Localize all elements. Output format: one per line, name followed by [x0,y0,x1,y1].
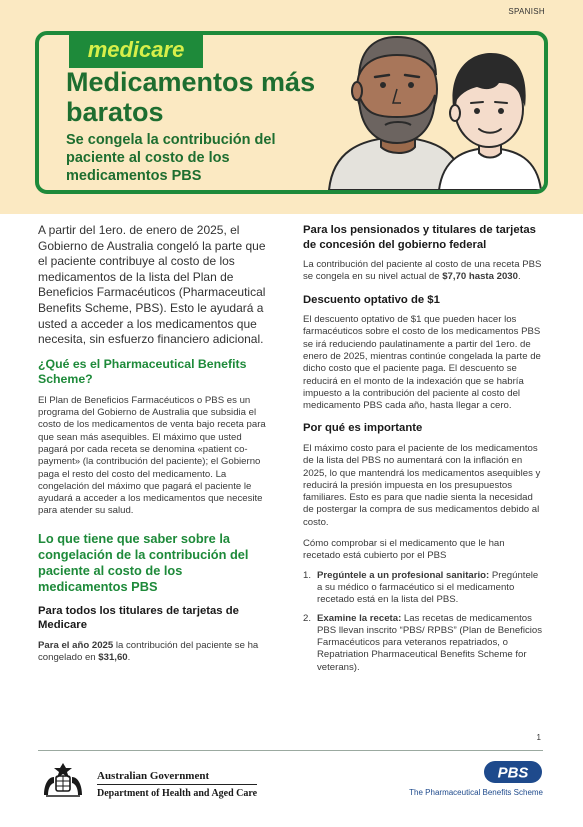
step-title: Pregúntele a un profesional sanitario: [317,569,490,581]
footer-divider [38,750,543,751]
step-title: Examine la receta: [317,612,402,624]
right-column [303,223,543,680]
pbs-tagline: The Pharmaceutical Benefits Scheme [409,788,543,797]
copay-frozen-text: la contribución del paciente se ha congelado en [38,639,259,664]
check-coverage-text: Cómo comprobar si el medicamento que le han recetado está cubierto por el PBS [303,538,505,562]
copay-amount-concession: $7,70 hasta 2030 [442,271,518,283]
discount-heading: Descuento optativo de $1 [303,293,440,306]
discount-paragraph: El descuento optativo de $1 que pueden hacer los farmacéuticos sobre el costo de los medicamentos PBS se irá reduciendo paulatinamente a partir del 1ero. de enero de 2025, mientras continúe congelada la parte de dicho costo que el paciente paga. El descuento se reducirá en el monto de la indexación que se habría impuesto a la contribución del paciente al costo del medicamento PBS cada año, hasta llegar a cero. [303,314,541,412]
step-text: Pregúntele a su médico o farmacéutico si el medicamento recetado está en la lista del PBS. [317,569,539,606]
government-name: Australian Government [97,770,210,782]
period-text: . [517,271,521,283]
importance-heading: Por qué es importante [303,422,423,435]
hero-banner [35,31,548,194]
pbs-heading: ¿Qué es el Pharmaceutical Benefits Scheme? [38,356,247,387]
page-number: 1 [536,733,541,742]
medicare-holders-heading: Para todos los titulares de tarjetas de Medicare [38,604,239,632]
copay-amount-general: $31,60 [98,652,128,664]
step-text: Las recetas de medicamentos PBS llevan inscrito “PBS/ RPBS” (Plan de Beneficios Farmacéuticos para veteranos repatriados, o Repatriation Pharmaceutical Benefits Scheme for veterans). [317,612,543,673]
page-subtitle: Se congela la contribución del paciente al costo de los medicamentos PBS [66,132,276,184]
freeze-heading: Lo que tiene que saber sobre la congelación de la contribución del paciente al costo de los medicamentos PBS [38,530,249,594]
concession-paragraph [303,259,543,284]
coat-of-arms-icon [38,759,88,799]
pbs-logo-text: PBS [497,764,529,782]
list-item [303,570,543,607]
page-title: Medicamentos más baratos [66,67,316,127]
language-label: SPANISH [508,7,545,16]
government-rule [97,784,257,785]
boy-figure [439,53,541,190]
year-2025-text: Para el año 2025 [38,639,114,651]
importance-paragraph: El máximo costo para el paciente de los medicamentos de la lista del PBS no aumentará con la inflación en 2025, lo que mantendrá los medicamentos asequibles y reducirá la presión impuesta en los presupuestos familiares. Esto es para que nadie sienta la necesidad de postergar la compra de sus medicamentos debido al costo. [303,442,541,528]
intro-paragraph: A partir del 1ero. de enero de 2025, el Gobierno de Australia congeló la parte que el paciente contribuye al costo de los medicamentos de la lista del Plan de Beneficios Farmacéuticos (Pharmaceutical Benefits Scheme, PBS). Esto le ayudará a usted a acceder a los medicamentos que necesita, sin esfuerzo financiero adicional. [38,223,266,347]
list-item [303,613,543,674]
people-illustration [319,31,544,190]
pbs-paragraph: El Plan de Beneficios Farmacéuticos o PBS es un programa del Gobierno de Australia que subsidia el costo de los medicamentos de venta bajo receta para que sean más asequibles. El máximo que usted pagará por cada receta se denomina «patient co-payment» (la contribución del paciente); el Gobierno paga el resto del costo del medicamento. La congelación del máximo que pagará el paciente le ayudará a acceder a los medicamentos que necesite para atender su salud. [38,394,266,517]
pbs-logo [483,760,543,784]
department-name: Department of Health and Aged Care [97,788,258,799]
step-number: 1. [303,569,312,581]
man-figure [329,37,465,190]
step-number: 2. [303,612,312,624]
medicare-holders-paragraph [38,640,270,665]
left-column [38,223,270,664]
coverage-steps [303,570,543,674]
concession-heading: Para los pensionados y titulares de tarjetas de concesión del gobierno federal [303,224,536,251]
concession-text: La contribución del paciente al costo de una receta PBS se congela en su nivel actual de [303,259,542,283]
period-text: . [127,652,131,664]
medicare-logo: medicare [69,31,203,68]
